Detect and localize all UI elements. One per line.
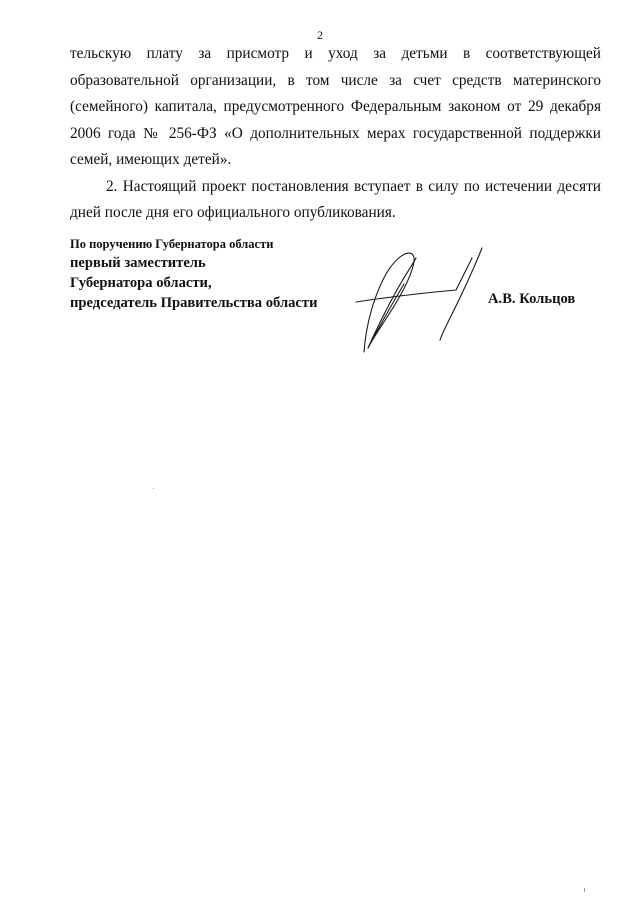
signatory-position-line-1: первый заместитель [70,255,206,271]
signatory-position-line-3: председатель Правительства области [70,295,318,311]
document-body [70,41,601,227]
paragraph-item-2: 2. Настоящий проект постановления вступает в силу по истечении десяти дней после дня его официального опубликования. [70,177,601,221]
signature-block [70,236,317,313]
signature-by-order: По поручению Губернатора области [70,237,274,251]
scan-speck [153,488,154,489]
paragraph-continuation: тельскую плату за присмотр и уход за детьми в соответствующей образовательной организации, в том числе за счет средств материнского (семейного) капитала, предусмотренного Федеральным законом от 29 декабря 2006 года № 256-ФЗ «О дополнительных мерах государственной поддержки семей, имеющих детей». [70,45,601,168]
scan-speck [584,888,585,892]
signatory-position-line-2: Губернатора области, [70,275,212,291]
page-number: 2 [317,28,323,42]
signatory-name: А.В. Кольцов [488,291,576,307]
handwritten-signature-icon [352,244,492,356]
